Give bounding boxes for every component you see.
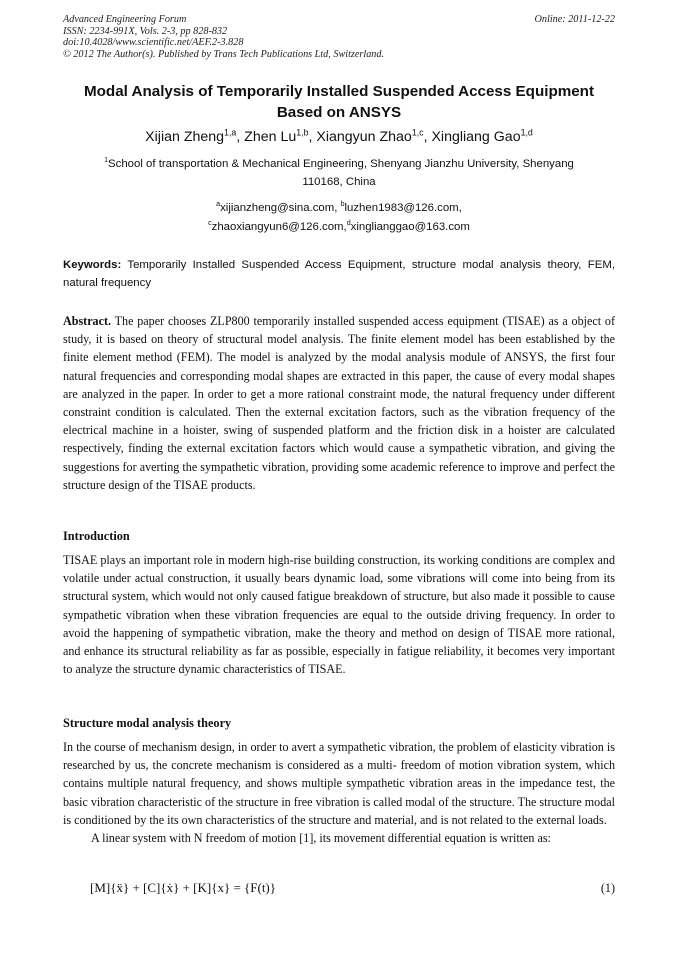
author: Zhen Lu$^{1,b}$, bbox=[244, 127, 317, 145]
author: Xingliang Gao$^{1,d}$ bbox=[431, 127, 533, 145]
title-line-2: Based on ANSYS bbox=[276, 103, 402, 121]
email-c: zhaoxiangyun6@126.com, bbox=[211, 220, 347, 233]
journal-name: Advanced Engineering Forum bbox=[63, 14, 187, 25]
section-heading-introduction: Introduction bbox=[63, 529, 130, 543]
journal-header bbox=[63, 14, 615, 60]
introduction-body: TISAE plays an important role in modern high-rise building construction, its working conditions are complex and volatile under actual construction, it usually bears dynamic load, some vibrations will come into being from its structural system, which would not only caused fatigue breakdown of structure, but also made it possible to cause sympathetic vibration when these vibration frequencies are equal to the outside driving frequency. In order to avoid the happening of sympathetic vibration, make the theory and method on design of TISAE more rational, and enhance its structural reliability as far as possible, especially in fatigue reliability, it becomes very important to analyze the structure dynamic characteristics of TISAE. bbox=[63, 553, 615, 677]
title-line-1: Modal Analysis of Temporarily Installed Suspended Access Equipment bbox=[83, 83, 595, 100]
online-date: Online: 2011-12-22 bbox=[534, 14, 615, 25]
equation-1 bbox=[90, 878, 615, 898]
theory-paragraph-2: A linear system with N freedom of motion [1], its movement differential equation is written as: bbox=[91, 831, 551, 846]
abstract-label: Abstract. bbox=[63, 314, 112, 328]
keywords-label: Keywords: bbox=[63, 259, 122, 271]
abstract-text: The paper chooses ZLP800 temporarily installed suspended access equipment (TISAE) as a object of study, it is based on theory of structural model analysis. The finite element model has been established by the finite element method (FEM). The model is analyzed by the modal analysis module of ANSYS, the first four natural frequencies and corresponding modal shapes are extracted in this paper, the cause of every modal shapes are analyzed in the paper. In order to get a more rational constraint mode, the natural frequency under different constraint condition is calculated. Then the external excitation factors, such as the vibration frequency of the electrical machine in a hoister, swing of suspended platform and the friction disk in a hoister are calculated respectively, finding the external excitation factors which would cause a sympathetic vibration, and giving the suggestions for averting the sympathetic vibration, providing some academic reference to improve and perfect the structure design of the TISAE products. bbox=[63, 314, 615, 492]
equation-text: [M]{ẍ} + [C]{ẋ} + [K]{x} = {F(t)} bbox=[90, 880, 277, 895]
email-b: luzhen1983@126.com, bbox=[344, 202, 462, 214]
author-list bbox=[63, 128, 615, 146]
author-emails: $^a$xijianzheng@sina.com, $^b$luzhen1983@126.com, $^c$zhaoxiangyun6@126.com,$^d$xinglianggao@163.com bbox=[208, 201, 470, 233]
author: Xiangyun Zhao$^{1,c}$, bbox=[316, 127, 432, 145]
abstract bbox=[63, 312, 615, 494]
author: Xijian Zheng$^{1,a}$, bbox=[145, 127, 245, 145]
issn-line: ISSN: 2234-991X, Vols. 2-3, pp 828-832 bbox=[63, 25, 228, 37]
theory-paragraph-1: In the course of mechanism design, in order to avert a sympathetic vibration, the problem of elasticity vibration is researched by us, the concrete mechanism is considered as a multi- freedom of motion vibration system, which contains multiple natural frequency, and shows multiple sympathetic vibration areas in the impedance test, the basic vibration characteristic of the structure in free vibration is called modal of the structure. The structure modal is conditioned by the its own characteristics of the structure and material, and is not related to the external loads. bbox=[63, 740, 615, 827]
email-a: xijianzheng@sina.com, bbox=[220, 202, 338, 214]
section-heading-theory: Structure modal analysis theory bbox=[63, 716, 232, 730]
keywords-text: Temporarily Installed Suspended Access Equipment, structure modal analysis theory, FEM, natural frequency bbox=[63, 259, 615, 289]
equation-number: (1) bbox=[600, 881, 615, 895]
doi-line: doi:10.4028/www.scientific.net/AEF.2-3.828 bbox=[63, 37, 244, 49]
copyright-line: © 2012 The Author(s). Published by Trans Tech Publications Ltd, Switzerland. bbox=[63, 48, 385, 60]
affiliation: $^1$School of transportation & Mechanical Engineering, Shenyang Jianzhu University, Shenyang 110168, China bbox=[104, 157, 574, 188]
keywords bbox=[63, 256, 615, 292]
email-d: xinglianggao@163.com bbox=[350, 220, 470, 233]
paper-title bbox=[63, 82, 615, 123]
theory-body bbox=[63, 738, 615, 847]
